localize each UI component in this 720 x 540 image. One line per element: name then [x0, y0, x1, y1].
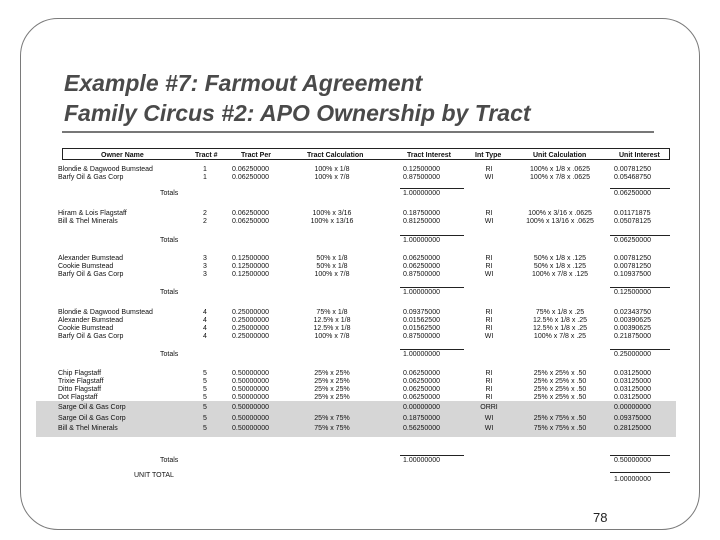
- cell-tract-per: 0.50000000: [232, 378, 269, 385]
- cell-unit-interest: 0.00000000: [614, 404, 651, 411]
- cell-tract-num: 2: [203, 218, 207, 225]
- cell-tract-num: 4: [203, 309, 207, 316]
- cell-unit-interest: 0.09375000: [614, 415, 651, 422]
- cell-tract-num: 1: [203, 166, 207, 173]
- cell-tract-calc: 50% x 1/8: [316, 255, 348, 262]
- cell-tract-interest: 0.06250000: [403, 386, 440, 393]
- unit-total-rule: [610, 188, 670, 189]
- cell-int-type: WI: [484, 174, 494, 181]
- cell-int-type: RI: [485, 370, 493, 377]
- cell-unit-interest: 0.01171875: [614, 210, 651, 217]
- cell-unit-calc: 100% x 7/8 x .125: [531, 271, 589, 278]
- cell-tract-calc: 25% x 75%: [314, 415, 350, 422]
- cell-tract-per: 0.50000000: [232, 415, 269, 422]
- cell-tract-calc: 25% x 25%: [314, 370, 350, 377]
- totals-tract-interest: 1.00000000: [403, 457, 440, 464]
- cell-tract-calc: 12.5% x 1/8: [313, 317, 351, 324]
- cell-int-type: WI: [484, 333, 494, 340]
- cell-int-type: WI: [484, 218, 494, 225]
- cell-owner-name: Alexander Bumstead: [58, 255, 123, 262]
- cell-int-type: RI: [485, 386, 493, 393]
- cell-unit-interest: 0.03125000: [614, 394, 651, 401]
- cell-tract-per: 0.06250000: [232, 218, 269, 225]
- slide-title: [64, 68, 531, 128]
- cell-tract-interest: 0.06250000: [403, 255, 440, 262]
- cell-tract-calc: 50% x 1/8: [316, 263, 348, 270]
- totals-unit-interest: 0.25000000: [614, 351, 651, 358]
- cell-tract-calc: 100% x 3/16: [312, 210, 352, 217]
- cell-owner-name: Sarge Oil & Gas Corp: [58, 404, 126, 411]
- header-tract-num: Tract #: [195, 152, 218, 159]
- cell-tract-calc: 75% x 1/8: [316, 309, 348, 316]
- cell-unit-interest: 0.00390625: [614, 325, 651, 332]
- cell-int-type: RI: [485, 210, 493, 217]
- cell-tract-num: 1: [203, 174, 207, 181]
- totals-unit-interest: 0.50000000: [614, 457, 651, 464]
- cell-tract-per: 0.06250000: [232, 174, 269, 181]
- cell-owner-name: Cookie Bumstead: [58, 325, 114, 332]
- title-line-1: Example #7: Farmout Agreement: [64, 70, 423, 96]
- header-owner-name: Owner Name: [101, 152, 144, 159]
- cell-tract-per: 0.25000000: [232, 333, 269, 340]
- cell-unit-calc: 100% x 7/8 x .25: [533, 333, 587, 340]
- header-tract-interest: Tract Interest: [407, 152, 451, 159]
- cell-tract-per: 0.25000000: [232, 309, 269, 316]
- cell-tract-interest: 0.81250000: [403, 218, 440, 225]
- title-underline: [62, 131, 654, 133]
- cell-tract-calc: 100% x 1/8: [314, 166, 350, 173]
- cell-tract-per: 0.25000000: [232, 325, 269, 332]
- cell-tract-interest: 0.87500000: [403, 271, 440, 278]
- cell-int-type: RI: [485, 166, 493, 173]
- cell-tract-per: 0.12500000: [232, 255, 269, 262]
- header-unit-calc: Unit Calculation: [533, 152, 587, 159]
- cell-tract-interest: 0.06250000: [403, 263, 440, 270]
- totals-label: Totals: [160, 351, 179, 358]
- cell-tract-interest: 0.01562500: [403, 317, 440, 324]
- cell-int-type: WI: [484, 415, 494, 422]
- cell-unit-calc: 100% x 13/16 x .0625: [526, 218, 594, 225]
- header-unit-interest: Unit Interest: [619, 152, 660, 159]
- totals-tract-interest: 1.00000000: [403, 190, 440, 197]
- cell-owner-name: Barfy Oil & Gas Corp: [58, 271, 124, 278]
- cell-unit-calc: 50% x 1/8 x .125: [533, 263, 587, 270]
- cell-unit-interest: 0.28125000: [614, 425, 651, 432]
- cell-unit-calc: 12.5% x 1/8 x .25: [532, 317, 588, 324]
- cell-tract-num: 5: [203, 378, 207, 385]
- unit-total-rule: [610, 472, 670, 473]
- cell-owner-name: Barfy Oil & Gas Corp: [58, 174, 124, 181]
- cell-tract-num: 5: [203, 370, 207, 377]
- cell-tract-calc: 100% x 7/8: [314, 174, 350, 181]
- cell-int-type: RI: [485, 309, 493, 316]
- cell-unit-calc: 25% x 25% x .50: [533, 386, 587, 393]
- totals-tract-interest: 1.00000000: [403, 237, 440, 244]
- cell-unit-interest: 0.03125000: [614, 386, 651, 393]
- cell-unit-interest: 0.00781250: [614, 166, 651, 173]
- cell-unit-calc: 75% x 1/8 x .25: [535, 309, 585, 316]
- tract-total-rule: [400, 349, 464, 350]
- cell-unit-calc: 50% x 1/8 x .125: [533, 255, 587, 262]
- cell-tract-calc: 75% x 75%: [314, 425, 350, 432]
- cell-int-type: ORRI: [480, 404, 498, 411]
- header-tract-per: Tract Per: [241, 152, 271, 159]
- cell-int-type: WI: [484, 425, 494, 432]
- cell-tract-interest: 0.87500000: [403, 333, 440, 340]
- cell-int-type: RI: [485, 325, 493, 332]
- cell-unit-calc: 100% x 7/8 x .0625: [530, 174, 590, 181]
- cell-owner-name: Alexander Bumstead: [58, 317, 123, 324]
- cell-tract-num: 5: [203, 415, 207, 422]
- cell-unit-interest: 0.00390625: [614, 317, 651, 324]
- cell-tract-interest: 0.56250000: [403, 425, 440, 432]
- cell-unit-calc: 25% x 25% x .50: [533, 370, 587, 377]
- cell-tract-per: 0.50000000: [232, 404, 269, 411]
- cell-tract-num: 4: [203, 325, 207, 332]
- cell-tract-num: 3: [203, 255, 207, 262]
- cell-unit-interest: 0.00781250: [614, 255, 651, 262]
- cell-tract-per: 0.06250000: [232, 210, 269, 217]
- cell-tract-per: 0.12500000: [232, 263, 269, 270]
- cell-unit-interest: 0.05078125: [614, 218, 651, 225]
- cell-tract-per: 0.50000000: [232, 370, 269, 377]
- totals-label: Totals: [160, 457, 179, 464]
- totals-unit-interest: 0.06250000: [614, 190, 651, 197]
- cell-tract-num: 5: [203, 404, 207, 411]
- cell-tract-calc: 100% x 13/16: [310, 218, 354, 225]
- header-int-type: Int Type: [475, 152, 502, 159]
- cell-unit-calc: 25% x 25% x .50: [533, 394, 587, 401]
- title-line-2: Family Circus #2: APO Ownership by Tract: [64, 100, 531, 126]
- header-tract-calc: Tract Calculation: [307, 152, 364, 159]
- cell-tract-interest: 0.09375000: [403, 309, 440, 316]
- totals-unit-interest: 0.06250000: [614, 237, 651, 244]
- cell-unit-interest: 0.10937500: [614, 271, 651, 278]
- cell-tract-num: 3: [203, 263, 207, 270]
- cell-tract-per: 0.50000000: [232, 386, 269, 393]
- cell-int-type: RI: [485, 394, 493, 401]
- cell-owner-name: Bill & Thel Minerals: [58, 218, 118, 225]
- cell-tract-num: 5: [203, 386, 207, 393]
- cell-tract-interest: 0.06250000: [403, 370, 440, 377]
- cell-unit-interest: 0.02343750: [614, 309, 651, 316]
- cell-int-type: RI: [485, 317, 493, 324]
- cell-tract-num: 2: [203, 210, 207, 217]
- cell-owner-name: Chip Flagstaff: [58, 370, 102, 377]
- cell-tract-interest: 0.87500000: [403, 174, 440, 181]
- totals-label: Totals: [160, 190, 179, 197]
- cell-tract-interest: 0.18750000: [403, 210, 440, 217]
- cell-owner-name: Bill & Thel Minerals: [58, 425, 118, 432]
- cell-unit-calc: 12.5% x 1/8 x .25: [532, 325, 588, 332]
- cell-int-type: RI: [485, 255, 493, 262]
- cell-tract-interest: 0.06250000: [403, 394, 440, 401]
- cell-tract-num: 4: [203, 333, 207, 340]
- cell-int-type: WI: [484, 271, 494, 278]
- totals-tract-interest: 1.00000000: [403, 351, 440, 358]
- cell-tract-per: 0.12500000: [232, 271, 269, 278]
- tract-total-rule: [400, 235, 464, 236]
- cell-owner-name: Barfy Oil & Gas Corp: [58, 333, 124, 340]
- cell-unit-interest: 0.21875000: [614, 333, 651, 340]
- cell-owner-name: Hiram & Lois Flagstaff: [58, 210, 127, 217]
- cell-unit-calc: 100% x 1/8 x .0625: [530, 166, 590, 173]
- cell-tract-num: 5: [203, 425, 207, 432]
- tract-total-rule: [400, 455, 464, 456]
- totals-unit-interest: 0.12500000: [614, 289, 651, 296]
- cell-unit-calc: 25% x 25% x .50: [533, 378, 587, 385]
- cell-int-type: RI: [485, 263, 493, 270]
- cell-unit-calc: 25% x 75% x .50: [533, 415, 587, 422]
- cell-tract-calc: 25% x 25%: [314, 386, 350, 393]
- cell-owner-name: Blondie & Dagwood Bumstead: [58, 309, 153, 316]
- cell-tract-per: 0.50000000: [232, 425, 269, 432]
- unit-total-value: 1.00000000: [614, 476, 651, 483]
- cell-tract-calc: 100% x 7/8: [314, 271, 350, 278]
- unit-total-rule: [610, 235, 670, 236]
- cell-tract-num: 5: [203, 394, 207, 401]
- cell-tract-calc: 25% x 25%: [314, 394, 350, 401]
- cell-tract-calc: 100% x 7/8: [314, 333, 350, 340]
- unit-total-rule: [610, 349, 670, 350]
- tract-total-rule: [400, 287, 464, 288]
- cell-int-type: RI: [485, 378, 493, 385]
- cell-tract-interest: 0.01562500: [403, 325, 440, 332]
- totals-label: Totals: [160, 237, 179, 244]
- cell-tract-interest: 0.06250000: [403, 378, 440, 385]
- cell-tract-per: 0.06250000: [232, 166, 269, 173]
- cell-owner-name: Ditto Flagstaff: [58, 386, 102, 393]
- tract-total-rule: [400, 188, 464, 189]
- cell-owner-name: Sarge Oil & Gas Corp: [58, 415, 126, 422]
- unit-total-label: UNIT TOTAL: [134, 472, 174, 479]
- cell-tract-calc: 12.5% x 1/8: [313, 325, 351, 332]
- table-header: [62, 148, 670, 160]
- cell-unit-interest: 0.05468750: [614, 174, 651, 181]
- cell-tract-per: 0.50000000: [232, 394, 269, 401]
- unit-total-rule: [610, 287, 670, 288]
- cell-unit-interest: 0.03125000: [614, 370, 651, 377]
- totals-tract-interest: 1.00000000: [403, 289, 440, 296]
- unit-total-rule: [610, 455, 670, 456]
- cell-tract-interest: 0.12500000: [403, 166, 440, 173]
- page-number: 78: [593, 510, 608, 525]
- totals-label: Totals: [160, 289, 179, 296]
- cell-tract-interest: 0.18750000: [403, 415, 440, 422]
- cell-tract-num: 3: [203, 271, 207, 278]
- cell-unit-calc: 100% x 3/16 x .0625: [528, 210, 592, 217]
- cell-owner-name: Dot Flagstaff: [58, 394, 98, 401]
- cell-tract-calc: 25% x 25%: [314, 378, 350, 385]
- cell-tract-num: 4: [203, 317, 207, 324]
- cell-owner-name: Blondie & Dagwood Bumstead: [58, 166, 153, 173]
- cell-owner-name: Cookie Bumstead: [58, 263, 114, 270]
- cell-owner-name: Trixie Flagstaff: [58, 378, 104, 385]
- cell-unit-calc: 75% x 75% x .50: [533, 425, 587, 432]
- cell-unit-interest: 0.03125000: [614, 378, 651, 385]
- cell-tract-interest: 0.00000000: [403, 404, 440, 411]
- cell-tract-per: 0.25000000: [232, 317, 269, 324]
- cell-unit-interest: 0.00781250: [614, 263, 651, 270]
